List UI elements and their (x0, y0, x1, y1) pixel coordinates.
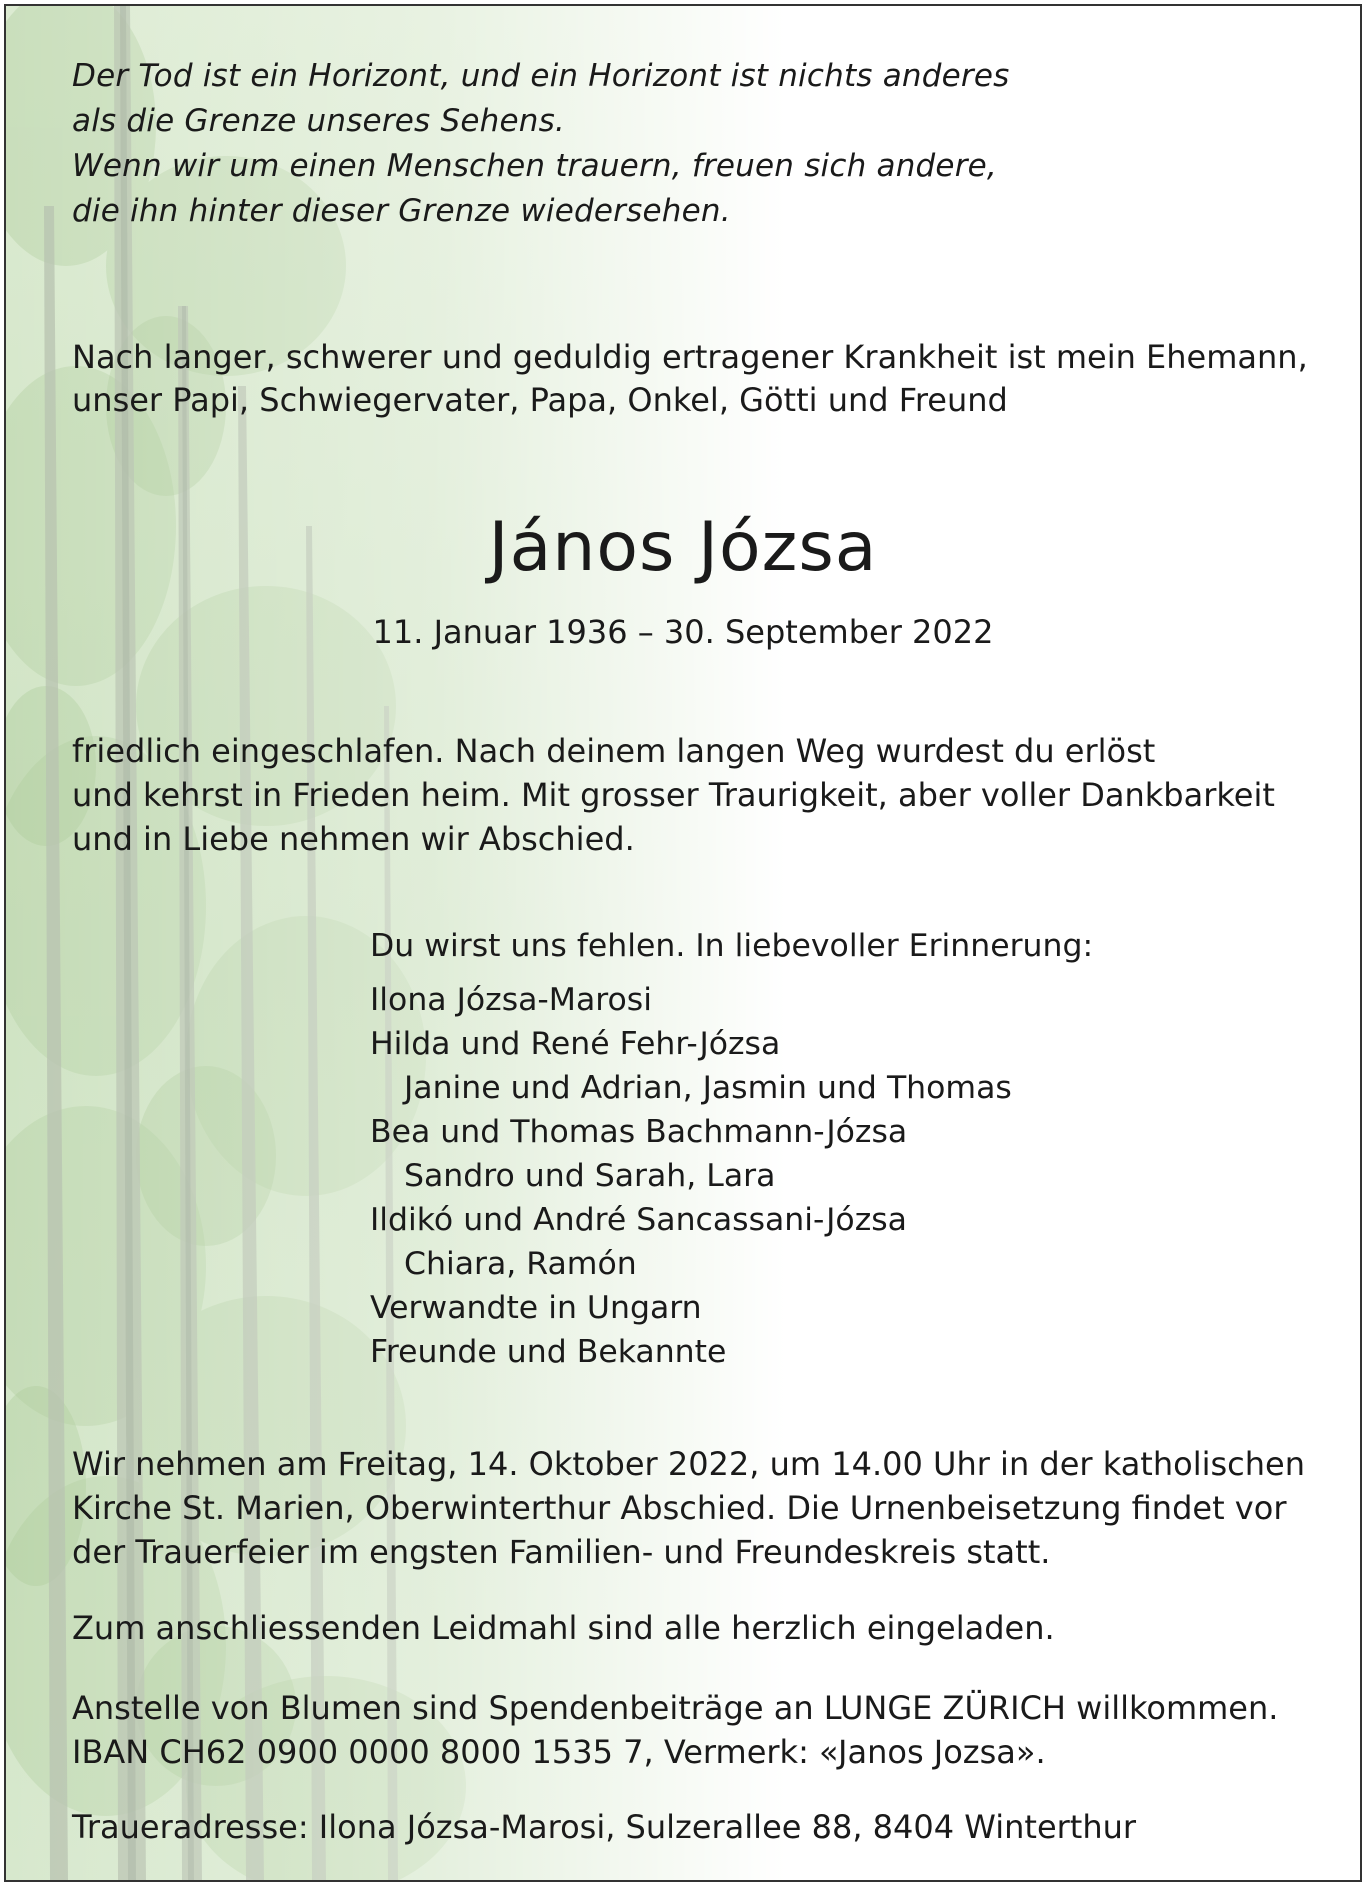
mourner-entry: Freunde und Bekannte (370, 1334, 727, 1370)
donation-iban: IBAN CH62 0900 0000 8000 1535 7, Vermerk: «Janos Jozsa». (72, 1733, 1046, 1771)
intro-line: unser Papi, Schwiegervater, Papa, Onkel, Götti und Freund (72, 381, 1008, 419)
deceased-name: János Józsa (488, 508, 878, 587)
service-line: Wir nehmen am Freitag, 14. Oktober 2022, um 14.00 Uhr in der katholischen (72, 1445, 1305, 1483)
intro-line: Nach langer, schwerer und geduldig ertragener Krankheit ist mein Ehemann, (72, 338, 1308, 376)
poem (72, 54, 1009, 234)
obituary-content (6, 6, 1360, 1880)
mourner-entry: Janine und Adrian, Jasmin und Thomas (404, 1070, 1012, 1106)
donation-note (72, 1686, 1278, 1774)
service-details (72, 1442, 1305, 1574)
service-line: der Trauerfeier im engsten Familien- und Freundeskreis statt. (72, 1533, 1051, 1571)
mourners-list (370, 924, 1093, 1374)
obituary-card (4, 4, 1362, 1882)
mourner-entry: Ildikó und André Sancassani-Józsa (370, 1202, 907, 1238)
passing-line: friedlich eingeschlafen. Nach deinem langen Weg wurdest du erlöst (72, 732, 1156, 770)
service-line: Kirche St. Marien, Oberwinterthur Abschied. Die Urnenbeisetzung findet vor (72, 1489, 1287, 1527)
poem-line: als die Grenze unseres Sehens. (72, 103, 565, 139)
mourner-entry: Verwandte in Ungarn (370, 1290, 702, 1326)
donation-line: Anstelle von Blumen sind Spendenbeiträge an LUNGE ZÜRICH willkommen. (72, 1689, 1279, 1727)
poem-line: die ihn hinter dieser Grenze wiedersehen. (72, 193, 731, 229)
life-dates: 11. Januar 1936 – 30. September 2022 (372, 613, 994, 651)
mourner-entry: Chiara, Ramón (404, 1246, 637, 1282)
poem-line: Der Tod ist ein Horizont, und ein Horizont ist nichts anderes (72, 58, 1010, 94)
mourning-address: Traueradresse: Ilona Józsa-Marosi, Sulzerallee 88, 8404 Winterthur (72, 1808, 1137, 1846)
mourners-heading: Du wirst uns fehlen. In liebevoller Erinnerung: (370, 928, 1094, 964)
passing-line: und in Liebe nehmen wir Abschied. (72, 820, 635, 858)
intro-text (72, 336, 1308, 422)
mourner-entry: Ilona Józsa-Marosi (370, 982, 652, 1018)
mourner-entry: Hilda und René Fehr-Józsa (370, 1026, 781, 1062)
meal-invitation: Zum anschliessenden Leidmahl sind alle herzlich eingeladen. (72, 1609, 1055, 1647)
passing-line: und kehrst in Frieden heim. Mit grosser Traurigkeit, aber voller Dankbarkeit (72, 776, 1275, 814)
mourner-entry: Sandro und Sarah, Lara (404, 1158, 776, 1194)
mourner-entry: Bea und Thomas Bachmann-Józsa (370, 1114, 908, 1150)
passing-text (72, 729, 1275, 861)
poem-line: Wenn wir um einen Menschen trauern, freuen sich andere, (72, 148, 997, 184)
